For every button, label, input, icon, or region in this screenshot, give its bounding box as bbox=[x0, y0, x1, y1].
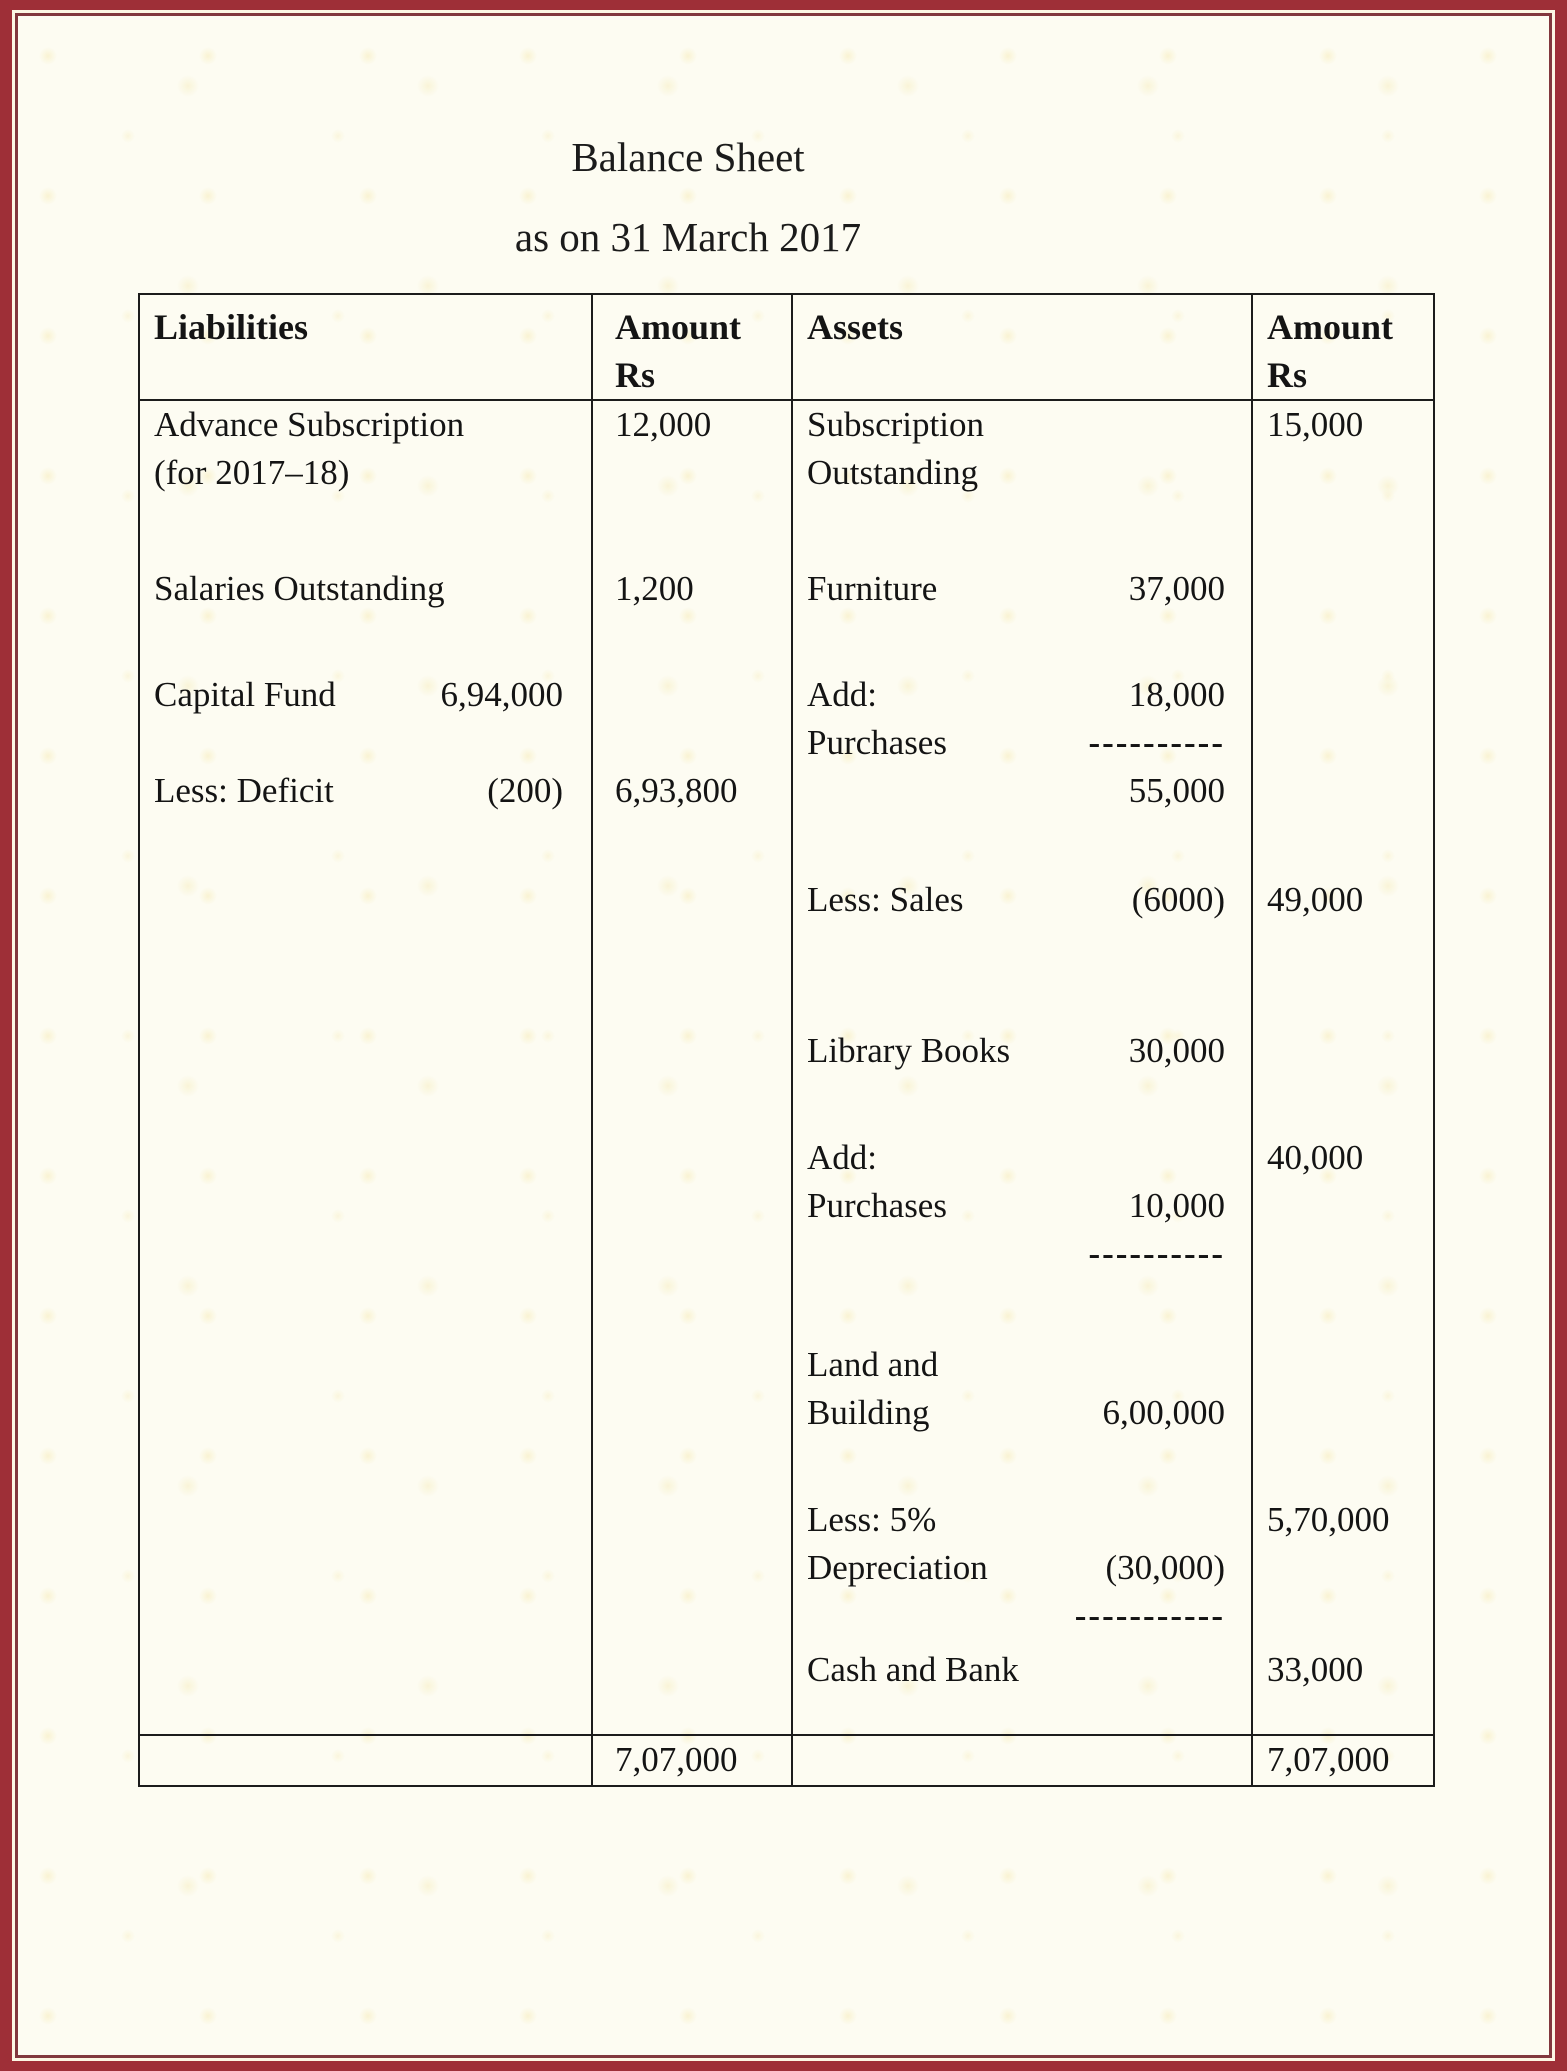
total-value: 7,07,000 bbox=[615, 1740, 738, 1779]
asset-label bbox=[792, 671, 1252, 767]
total-assets-amount bbox=[1252, 1735, 1434, 1786]
liability-text: Capital Fund bbox=[154, 675, 336, 714]
liability-text: Less: Deficit bbox=[154, 771, 334, 810]
asset-text: Land and bbox=[807, 1345, 939, 1384]
asset-text: Add: bbox=[807, 1138, 877, 1177]
liability-amount bbox=[592, 1134, 792, 1278]
asset-text: Cash and Bank bbox=[807, 1650, 1019, 1689]
sub-amount: 55,000 bbox=[1128, 771, 1225, 810]
asset-amount bbox=[1252, 400, 1434, 497]
header-row bbox=[139, 294, 1434, 400]
total-liabilities-label bbox=[139, 1735, 592, 1786]
asset-amount bbox=[1252, 1341, 1434, 1437]
sub-amount: 6,94,000 bbox=[440, 675, 563, 714]
liability-amount bbox=[592, 1027, 792, 1075]
row-less-sales bbox=[139, 876, 1434, 924]
asset-text: Purchases bbox=[807, 723, 947, 762]
asset-text: Less: Sales bbox=[807, 880, 964, 919]
dashed-separator: ---------- bbox=[1088, 1234, 1225, 1273]
sub-amount: 18,000 bbox=[1128, 675, 1225, 714]
row-capitalfund-addpurchases bbox=[139, 671, 1434, 767]
asset-amount bbox=[1252, 1646, 1434, 1694]
liability-label bbox=[139, 671, 592, 767]
liability-text: Salaries Outstanding bbox=[154, 569, 445, 608]
amount-value: 6,93,800 bbox=[615, 771, 738, 810]
liability-amount bbox=[592, 565, 792, 613]
header-amount-left-line2: Rs bbox=[615, 355, 656, 395]
asset-text: Building bbox=[807, 1393, 930, 1432]
asset-text: Purchases bbox=[807, 1186, 947, 1225]
total-assets-label bbox=[792, 1735, 1252, 1786]
asset-label bbox=[792, 1341, 1252, 1437]
liability-label bbox=[139, 400, 592, 497]
asset-text: Add: bbox=[807, 675, 877, 714]
spacer-row bbox=[139, 1437, 1434, 1496]
totals-row bbox=[139, 1735, 1434, 1786]
sub-amount: (6000) bbox=[1131, 880, 1225, 919]
asset-amount bbox=[1252, 1027, 1434, 1075]
asset-label bbox=[792, 1134, 1252, 1278]
asset-label bbox=[792, 1646, 1252, 1694]
header-amount-assets bbox=[1252, 294, 1434, 400]
header-amount-liabilities bbox=[592, 294, 792, 400]
sub-amount: 10,000 bbox=[1128, 1186, 1225, 1225]
liability-amount bbox=[592, 767, 792, 815]
liability-label bbox=[139, 767, 592, 815]
asset-amount bbox=[1252, 767, 1434, 815]
asset-text: Library Books bbox=[807, 1031, 1011, 1070]
liability-amount bbox=[592, 1341, 792, 1437]
amount-value: 15,000 bbox=[1267, 405, 1364, 444]
header-liabilities bbox=[139, 294, 592, 400]
asset-label bbox=[792, 876, 1252, 924]
header-liabilities-label: Liabilities bbox=[154, 307, 309, 347]
liability-amount bbox=[592, 876, 792, 924]
sub-amount: 6,00,000 bbox=[1102, 1393, 1225, 1432]
spacer-row bbox=[139, 924, 1434, 1027]
asset-text: Outstanding bbox=[807, 453, 979, 492]
header-amount-right-line1: Amount bbox=[1267, 307, 1394, 347]
spacer-row bbox=[139, 1075, 1434, 1134]
balance-sheet-table bbox=[138, 293, 1435, 1787]
liability-label bbox=[139, 1496, 592, 1646]
asset-text: Furniture bbox=[807, 569, 938, 608]
row-deficit-subtotal bbox=[139, 767, 1434, 815]
amount-value: 1,200 bbox=[615, 569, 694, 608]
spacer-row bbox=[139, 497, 1434, 565]
page-subtitle: as on 31 March 2017 bbox=[514, 214, 862, 260]
liability-amount bbox=[592, 1496, 792, 1646]
spacer-row bbox=[139, 613, 1434, 671]
amount-value: 40,000 bbox=[1267, 1138, 1364, 1177]
amount-value: 49,000 bbox=[1267, 880, 1364, 919]
amount-value: 12,000 bbox=[615, 405, 712, 444]
asset-amount bbox=[1252, 565, 1434, 613]
row-library-books bbox=[139, 1027, 1434, 1075]
asset-label bbox=[792, 767, 1252, 815]
row-land-building bbox=[139, 1341, 1434, 1437]
liability-text: (for 2017–18) bbox=[154, 453, 350, 492]
spacer-row bbox=[139, 1278, 1434, 1341]
asset-label bbox=[792, 1496, 1252, 1646]
sub-amount: 30,000 bbox=[1128, 1031, 1225, 1070]
header-assets bbox=[792, 294, 1252, 400]
liability-amount bbox=[592, 1646, 792, 1694]
header-amount-left-line1: Amount bbox=[615, 307, 742, 347]
page-title: Balance Sheet bbox=[571, 134, 805, 180]
asset-amount bbox=[1252, 1134, 1434, 1278]
amount-value: 33,000 bbox=[1267, 1650, 1364, 1689]
total-value: 7,07,000 bbox=[1267, 1740, 1390, 1779]
asset-text: Subscription bbox=[807, 405, 984, 444]
row-advance-subscription bbox=[139, 400, 1434, 497]
amount-value: 5,70,000 bbox=[1267, 1500, 1390, 1539]
balance-sheet-page bbox=[15, 13, 1552, 2058]
asset-amount bbox=[1252, 671, 1434, 767]
row-salaries-furniture bbox=[139, 565, 1434, 613]
row-cash-bank bbox=[139, 1646, 1434, 1694]
liability-label bbox=[139, 876, 592, 924]
asset-amount bbox=[1252, 876, 1434, 924]
sub-amount: 37,000 bbox=[1128, 569, 1225, 608]
liability-text: Advance Subscription bbox=[154, 405, 465, 444]
liability-amount bbox=[592, 400, 792, 497]
asset-label bbox=[792, 565, 1252, 613]
header-assets-label: Assets bbox=[807, 307, 903, 347]
header-amount-right-line2: Rs bbox=[1267, 355, 1308, 395]
asset-amount bbox=[1252, 1496, 1434, 1646]
asset-label bbox=[792, 400, 1252, 497]
row-depreciation bbox=[139, 1496, 1434, 1646]
sub-amount: (30,000) bbox=[1105, 1548, 1225, 1587]
row-library-add-purchases bbox=[139, 1134, 1434, 1278]
titles-block bbox=[18, 16, 1358, 265]
asset-text: Depreciation bbox=[807, 1548, 988, 1587]
asset-text: Less: 5% bbox=[807, 1500, 937, 1539]
liability-label bbox=[139, 1134, 592, 1278]
liability-label bbox=[139, 1341, 592, 1437]
liability-label bbox=[139, 565, 592, 613]
liability-label bbox=[139, 1646, 592, 1694]
spacer-row bbox=[139, 1694, 1434, 1735]
spacer-row bbox=[139, 815, 1434, 876]
sub-amount: (200) bbox=[487, 771, 563, 810]
asset-label bbox=[792, 1027, 1252, 1075]
liability-amount bbox=[592, 671, 792, 767]
total-liabilities-amount bbox=[592, 1735, 792, 1786]
dashed-separator: ---------- bbox=[1088, 723, 1225, 762]
dashed-separator: ----------- bbox=[1074, 1596, 1225, 1635]
liability-label bbox=[139, 1027, 592, 1075]
